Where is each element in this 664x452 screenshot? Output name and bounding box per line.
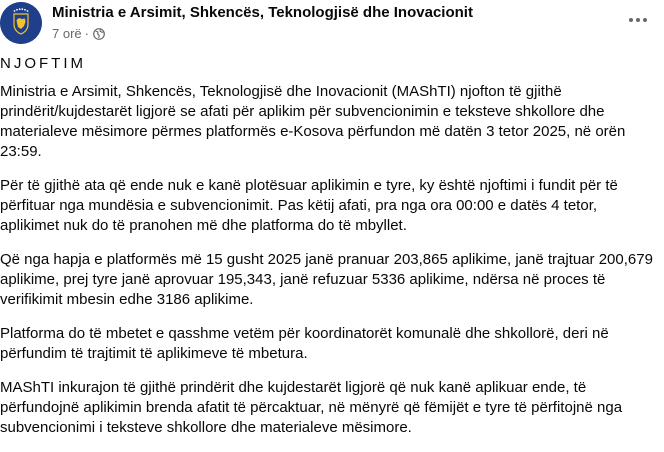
page-name-link[interactable]: Ministria e Arsimit, Shkencës, Teknologjisë dhe Inovacionit — [52, 4, 473, 21]
post-heading: NJOFTIM — [0, 55, 86, 72]
post-paragraph: Platforma do të mbetet e qasshme vetëm për koordinatorët komunalë dhe shkollorë, deri në përfundim të trajtimit të aplikimeve të mbetura. — [0, 325, 609, 362]
meta-separator: · — [84, 26, 89, 41]
post-paragraph: MAShTI inkurajon të gjithë prindërit dhe kujdestarët ligjorë që nuk kanë aplikuar ende, të përfundojnë aplikimin brenda afatit të përcaktuar, në mënyrë që fëmijët e tyre të përfitojnë nga subvencionimi i teksteve shkollore dhe materialeve mësimore. — [0, 379, 623, 436]
page-avatar[interactable] — [0, 2, 42, 44]
post-body — [0, 54, 660, 452]
more-options-button[interactable] — [626, 10, 650, 30]
post-meta — [52, 26, 105, 41]
post-paragraph: Për të gjithë ata që ende nuk e kanë plotësuar aplikimin e tyre, ky është njoftimi i fundit për të përfituar nga mundësia e subvencionimit. Pas këtij afati, pra nga ora 00:00 e datës 4 tetor, aplikimet nuk do të pranohen më dhe platforma do të mbyllet. — [0, 177, 618, 234]
post-header — [0, 0, 664, 50]
post-timestamp[interactable]: 7 orë — [52, 26, 82, 41]
kosovo-emblem-icon — [0, 2, 42, 44]
more-options-icon — [626, 10, 650, 30]
post-paragraph: Që nga hapja e platformës më 15 gusht 2025 janë pranuar 203,865 aplikime, janë trajtuar 200,679 aplikime, prej tyre janë aprovuar 195,343, janë refuzuar 5336 aplikime, ndërsa në proces të verifikimit mbesin edhe 3186 aplikime. — [0, 251, 653, 308]
globe-icon[interactable] — [93, 28, 105, 40]
post-paragraph: Ministria e Arsimit, Shkencës, Teknologjisë dhe Inovacionit (MAShTI) njofton të gjithë prindërit/kujdestarët ligjorë se afati për aplikim për subvencionimin e teksteve shkollore dhe materialeve mësimore përmes platformës e-Kosova përfundon më datën 3 tetor 2025, në orën 23:59. — [0, 83, 626, 160]
